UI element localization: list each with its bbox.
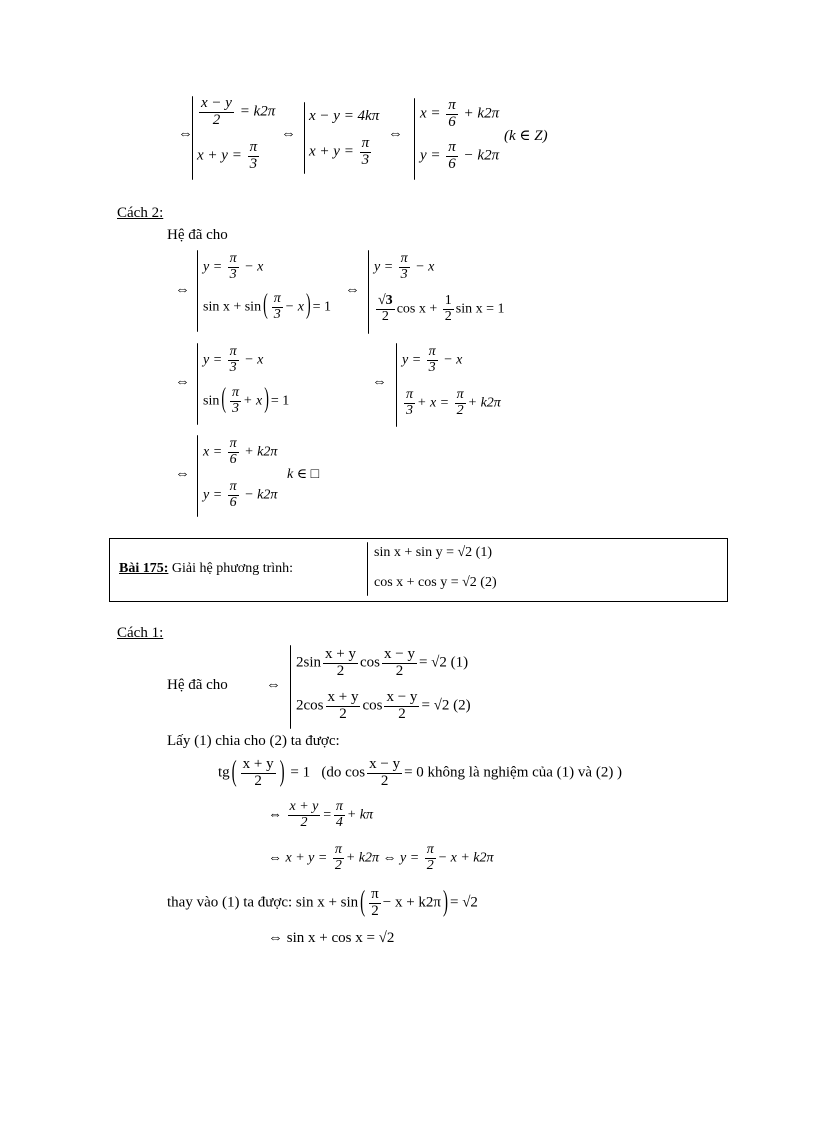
- frac-den: 6: [229, 451, 237, 467]
- condition: (k ∈ Z): [504, 128, 548, 144]
- frac-num: π: [334, 842, 342, 857]
- brace: [367, 542, 368, 596]
- text: − x: [244, 259, 264, 275]
- system-b2-line-2: [402, 388, 501, 418]
- intro-text: Hệ đã cho: [167, 677, 228, 693]
- text: + kπ: [346, 807, 374, 823]
- frac-num: x + y: [242, 756, 274, 772]
- text: = k2π: [239, 103, 276, 120]
- frac-num: x − y: [201, 95, 232, 111]
- system-b2-line-1: [402, 345, 462, 375]
- text: sin: [203, 393, 220, 409]
- arrow: ⇔: [175, 374, 190, 390]
- tg-line: tg ( $\frac{x + y}{2}$ ) = 1 (do cos $\frac{x - y}{2}$ = 0 không là nghiệm của (1) và (2) ): [218, 756, 623, 789]
- frac-num: π: [249, 139, 258, 155]
- frac-den: 6: [448, 155, 456, 172]
- frac-num: √3: [378, 293, 393, 308]
- system-2-line-1: x − y = 4kπ: [309, 108, 380, 124]
- text: − x + k2π: [382, 894, 441, 911]
- frac-num: π: [229, 344, 237, 359]
- system-b1-line-1: [203, 345, 263, 375]
- text: + x =: [417, 395, 450, 411]
- frac-den: 2: [212, 111, 221, 128]
- brace: [197, 343, 198, 425]
- frac-den: 3: [428, 359, 436, 375]
- frac-den: 2: [336, 662, 345, 679]
- step-1: [268, 800, 373, 830]
- arrow-2: ⇔: [281, 126, 296, 142]
- text: = 1: [290, 764, 311, 781]
- system-a1-line-1: [203, 252, 263, 282]
- system-2-line-2: [309, 136, 373, 169]
- arrow: ⇔: [345, 282, 360, 298]
- frac-num: π: [335, 799, 343, 814]
- division-text: Lấy (1) chia cho (2) ta được:: [167, 733, 340, 749]
- text: x =: [203, 444, 223, 460]
- frac-den: 2: [300, 814, 308, 830]
- text: x =: [420, 105, 441, 122]
- text: x + y =: [197, 147, 242, 164]
- frac-num: π: [229, 479, 237, 494]
- frac-den: 2: [254, 772, 262, 789]
- frac-den: 3: [249, 155, 258, 172]
- problem-eq-2: cos x + cos y = √2 (2): [374, 575, 497, 590]
- frac-num: π: [371, 886, 379, 902]
- text: = √2 (1): [418, 654, 469, 671]
- frac-den: 2: [380, 772, 389, 789]
- frac-num: x + y: [325, 646, 356, 662]
- text: − k2π: [463, 147, 500, 164]
- arrow: ⇔: [268, 807, 282, 823]
- system-c1-line-1: [203, 437, 277, 467]
- text: cos: [362, 697, 383, 714]
- frac-den: 3: [361, 151, 370, 168]
- text: tg: [218, 764, 230, 781]
- frac-den: 2: [444, 308, 452, 324]
- frac-num: π: [400, 251, 408, 266]
- text: − x: [443, 352, 463, 368]
- substitution-line: thay vào (1) ta được: sin x + sin ( $\frac{\pi}{2}$ − x + k2π ) = √2: [167, 886, 478, 919]
- system-a1-line-2: sin x + sin ( $\frac{\pi}{3}$ − x ) = 1: [203, 291, 332, 322]
- frac-num: π: [229, 251, 237, 266]
- step-2: [268, 843, 494, 873]
- text: sin x + sin: [203, 299, 262, 315]
- frac-num: 1: [444, 293, 452, 308]
- frac-den: 2: [371, 902, 379, 919]
- frac-num: π: [406, 387, 414, 402]
- text: = 1: [270, 393, 290, 409]
- text: cos x +: [396, 301, 438, 317]
- text: y =: [203, 259, 223, 275]
- problem-eq-1: sin x + sin y = √2 (1): [374, 545, 492, 560]
- brace: [197, 250, 198, 332]
- text: sin x = 1: [455, 301, 505, 317]
- frac-den: 4: [335, 814, 343, 830]
- intro-text: Hệ đã cho: [167, 227, 228, 243]
- text: cos: [359, 654, 380, 671]
- text: = 0 không là nghiệm của (1) và (2) ): [404, 764, 623, 781]
- frac-den: 2: [334, 857, 342, 873]
- text: = 1: [312, 299, 332, 315]
- frac-den: 2: [398, 705, 406, 722]
- text: + k2π: [463, 105, 500, 122]
- text: =: [322, 807, 332, 823]
- frac-num: π: [426, 842, 434, 857]
- frac-num: x + y: [327, 689, 359, 705]
- problem-number: Bài 175:: [119, 561, 169, 576]
- brace: [368, 250, 369, 334]
- final-line: ⇔ sin x + cos x = √2: [268, 930, 395, 946]
- frac-den: 3: [400, 266, 408, 282]
- frac-num: π: [448, 139, 456, 155]
- brace: [414, 98, 415, 180]
- frac-num: π: [448, 97, 456, 113]
- text: y =: [420, 147, 441, 164]
- system-1-line-1: [197, 96, 275, 129]
- text: = √2: [449, 894, 478, 911]
- frac-den: 2: [339, 705, 347, 722]
- frac-num: π: [428, 344, 436, 359]
- frac-den: 3: [232, 400, 240, 416]
- system-c1-line-2: [203, 480, 277, 510]
- frac-num: π: [232, 385, 240, 400]
- text: 2cos: [296, 697, 324, 714]
- text: + k2π: [244, 444, 278, 460]
- frac-den: 3: [229, 359, 237, 375]
- frac-num: π: [361, 135, 370, 151]
- text: + x: [243, 393, 263, 409]
- frac-den: 3: [406, 402, 413, 418]
- brace: [304, 102, 305, 174]
- text: − k2π: [244, 487, 278, 503]
- frac-num: x − y: [369, 756, 401, 772]
- text: − x: [415, 259, 435, 275]
- text: thay vào (1) ta được: sin x + sin: [167, 894, 359, 911]
- arrow: ⇔: [266, 677, 281, 693]
- frac-den: 3: [229, 266, 237, 282]
- text: = √2 (2): [421, 697, 471, 714]
- frac-den: 2: [426, 857, 434, 873]
- condition: k ∈ □: [287, 467, 320, 482]
- cach1-eq-2: [296, 690, 471, 723]
- arrow-3: ⇔: [388, 126, 403, 142]
- text: y =: [402, 352, 422, 368]
- arrow: ⇔: [372, 374, 387, 390]
- system-3-line-2: [420, 140, 499, 173]
- problem-title-line: [119, 561, 293, 577]
- text: 2sin: [296, 654, 322, 671]
- brace: [192, 96, 193, 180]
- brace: [396, 343, 397, 427]
- system-3-line-1: [420, 98, 499, 131]
- frac-num: π: [456, 387, 464, 402]
- frac-num: x − y: [383, 646, 415, 662]
- arrow: ⇔: [175, 466, 190, 482]
- frac-num: x − y: [386, 689, 418, 705]
- heading-cach-1: Cách 1:: [117, 625, 164, 641]
- text: y =: [374, 259, 394, 275]
- system-b1-line-2: sin ( $\frac{\pi}{3}$ + x ) = 1: [203, 385, 290, 416]
- frac-den: 2: [456, 402, 464, 418]
- text: y =: [203, 487, 223, 503]
- text: − x + k2π: [437, 850, 494, 866]
- text: + k2π ⇔ y =: [345, 850, 420, 866]
- frac-den: 2: [381, 308, 389, 324]
- text: − x: [244, 352, 264, 368]
- text: x + y =: [309, 143, 354, 160]
- frac-num: π: [273, 291, 281, 306]
- frac-num: π: [229, 436, 237, 451]
- frac-num: x + y: [289, 799, 319, 814]
- frac-den: 6: [229, 494, 237, 510]
- arrow: ⇔: [175, 282, 190, 298]
- text: ⇔ x + y =: [268, 850, 328, 866]
- text: (do cos: [321, 764, 366, 781]
- cach1-eq-1: [296, 647, 468, 680]
- heading-cach-2: Cách 2:: [117, 205, 164, 221]
- frac-den: 6: [448, 113, 456, 130]
- text: − x: [284, 299, 304, 315]
- frac-den: 2: [395, 662, 404, 679]
- text: y =: [203, 352, 223, 368]
- frac-den: 3: [273, 306, 281, 322]
- system-a2-line-1: [374, 252, 434, 282]
- system-1-line-2: [197, 140, 261, 173]
- brace: [197, 435, 198, 517]
- system-a2-line-2: [374, 294, 504, 324]
- arrow-1: ⇔: [178, 126, 193, 142]
- text: + k2π: [467, 395, 501, 411]
- problem-text: Giải hệ phương trình:: [171, 561, 294, 576]
- brace: [290, 645, 291, 729]
